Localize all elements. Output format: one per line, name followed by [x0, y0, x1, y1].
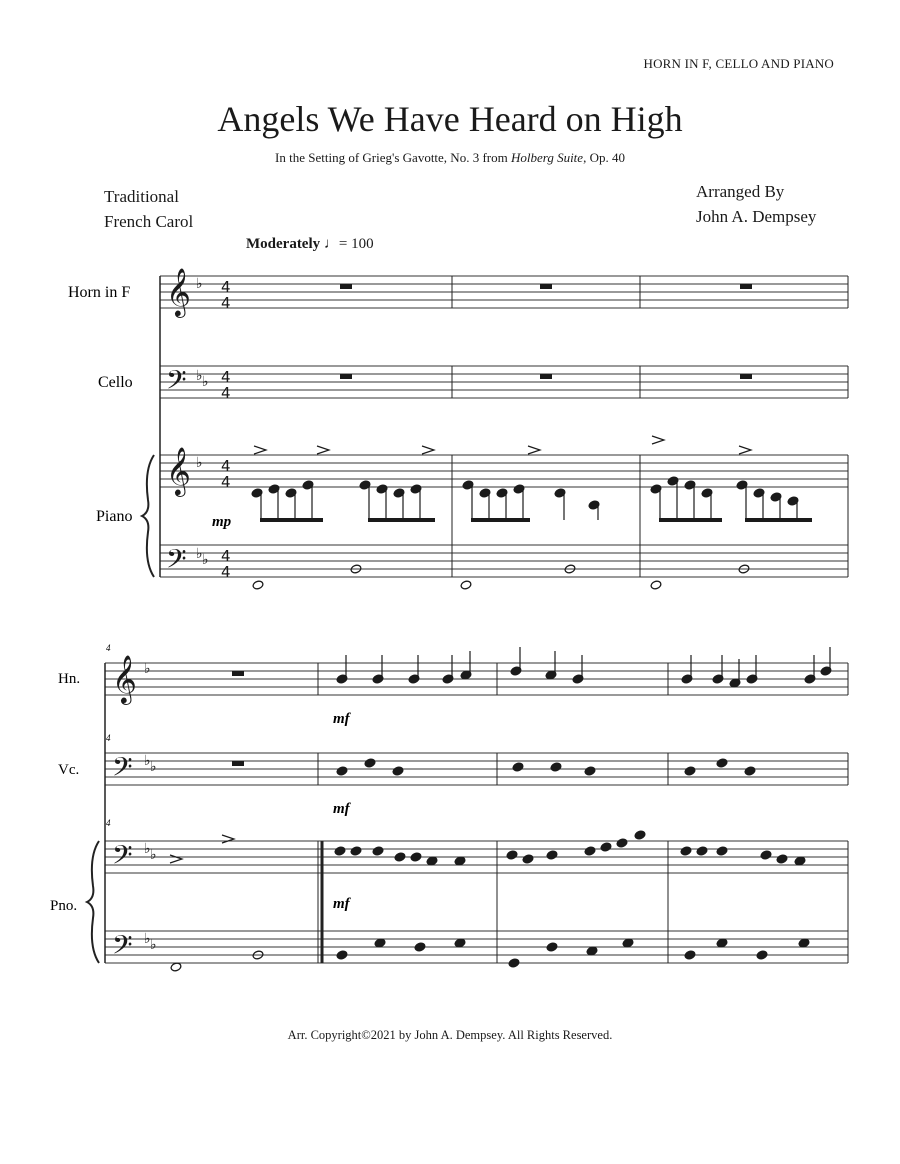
notehead: [756, 950, 768, 960]
staff-lines: [105, 276, 848, 963]
bass-clef-icon: 𝄢: [112, 929, 133, 967]
flat-icon: ♭: [144, 931, 151, 947]
flat-icon: ♭: [202, 552, 209, 568]
notehead: [684, 950, 696, 960]
notehead: [546, 942, 558, 952]
notehead: [414, 942, 426, 952]
notehead: [760, 850, 772, 860]
measure-number-cello: 4: [106, 733, 111, 743]
whole-rest-icon: [740, 374, 752, 379]
flat-icon: ♭: [150, 847, 157, 863]
tempo-word: Moderately: [246, 236, 321, 252]
flat-icon: ♭: [196, 276, 203, 292]
measure-number-horn: 4: [106, 643, 111, 653]
notehead: [336, 766, 348, 776]
composer-line-1: Traditional: [104, 187, 179, 206]
treble-clef-icon: 𝄞: [166, 446, 191, 495]
flat-icon: ♭: [196, 546, 203, 562]
notehead: [684, 766, 696, 776]
tempo-value: = 100: [338, 236, 374, 252]
notehead: [508, 958, 520, 968]
arranger-line-2: John A. Dempsey: [696, 207, 817, 226]
flat-icon: ♭: [150, 759, 157, 775]
flat-icon: ♭: [150, 937, 157, 953]
label-cello: Cello: [98, 374, 133, 391]
notehead: [364, 758, 376, 768]
piano-brace: [142, 455, 154, 577]
notehead: [584, 766, 596, 776]
time-signature-icon: 4: [221, 278, 231, 296]
barlines: [105, 276, 848, 963]
flat-icon: ♭: [196, 368, 203, 384]
note-beam: [260, 518, 323, 522]
notehead: [696, 846, 708, 856]
note-beam: [659, 518, 722, 522]
instrumentation-header: HORN IN F, CELLO AND PIANO: [643, 56, 834, 71]
notehead: [512, 762, 524, 772]
subtitle-suffix: , Op. 40: [583, 150, 625, 165]
notation-marks: [87, 267, 832, 972]
bass-clef-icon: 𝄢: [112, 751, 133, 789]
half-note: [252, 580, 264, 590]
flat-icon: ♭: [144, 753, 151, 769]
time-signature-icon: 4: [221, 368, 231, 386]
whole-rest-icon: [232, 671, 244, 676]
notehead: [506, 850, 518, 860]
notehead: [350, 846, 362, 856]
copyright-notice: Arr. Copyright©2021 by John A. Dempsey. All Rights Reserved.: [287, 1028, 613, 1042]
time-signature-icon: 4: [221, 547, 231, 565]
measure-number-piano: 4: [106, 818, 111, 828]
note-beam: [471, 518, 530, 522]
notehead: [336, 950, 348, 960]
notehead: [716, 846, 728, 856]
time-signature-icon: 4: [221, 473, 231, 491]
label-pno: Pno.: [50, 898, 78, 914]
pno-brace: [87, 841, 99, 963]
composer-line-2: French Carol: [104, 212, 194, 231]
accent-icon: [652, 436, 664, 444]
subtitle-work: Holberg Suite: [510, 150, 584, 165]
quarter-note-icon: ♩: [323, 236, 339, 252]
bass-clef-icon: 𝄢: [166, 364, 187, 402]
arranger-line-1: Arranged By: [696, 182, 785, 201]
whole-rest-icon: [340, 284, 352, 289]
accent-icon: [528, 446, 540, 454]
label-vc: Vc.: [58, 762, 80, 778]
notehead: [584, 846, 596, 856]
accent-icon: [222, 835, 234, 843]
notehead: [372, 846, 384, 856]
dynamic-mf-horn: mf: [333, 711, 350, 727]
notehead: [550, 762, 562, 772]
whole-rest-icon: [540, 374, 552, 379]
dynamic-mf-piano-lh: mf: [333, 896, 350, 912]
label-horn: Horn in F: [68, 284, 131, 301]
label-piano: Piano: [96, 508, 133, 525]
dynamic-mp: mp: [212, 514, 232, 530]
notehead: [392, 766, 404, 776]
notehead: [334, 846, 346, 856]
whole-rest-icon: [740, 284, 752, 289]
note-beam: [368, 518, 435, 522]
notehead: [410, 852, 422, 862]
flat-icon: ♭: [144, 841, 151, 857]
accent-icon: [317, 446, 329, 454]
whole-rest-icon: [340, 374, 352, 379]
score-title: Angels We Have Heard on High: [217, 99, 683, 139]
accent-icon: [739, 446, 751, 454]
accent-icon: [422, 446, 434, 454]
bass-clef-icon: 𝄢: [112, 839, 133, 877]
notehead: [522, 854, 534, 864]
notehead: [546, 850, 558, 860]
accent-icon: [170, 855, 182, 863]
notehead: [616, 838, 628, 848]
subtitle-prefix: In the Setting of Grieg's Gavotte, No. 3 from: [275, 150, 511, 165]
notehead: [716, 758, 728, 768]
bass-clef-icon: 𝄢: [166, 543, 187, 581]
notehead: [680, 846, 692, 856]
treble-clef-icon: 𝄞: [166, 267, 191, 316]
time-signature-icon: 4: [221, 563, 231, 581]
notehead: [776, 854, 788, 864]
flat-icon: ♭: [196, 455, 203, 471]
treble-clef-icon: 𝄞: [112, 654, 137, 703]
time-signature-icon: 4: [221, 384, 231, 402]
half-note: [650, 580, 662, 590]
flat-icon: ♭: [144, 661, 151, 677]
note-beam: [745, 518, 812, 522]
notehead: [394, 852, 406, 862]
label-hn: Hn.: [58, 671, 81, 687]
notehead: [744, 766, 756, 776]
notehead: [600, 842, 612, 852]
time-signature-icon: 4: [221, 294, 231, 312]
dynamic-mf-piano-rh: mf: [333, 801, 350, 817]
flat-icon: ♭: [202, 374, 209, 390]
time-signature-icon: 4: [221, 457, 231, 475]
half-note: [460, 580, 472, 590]
whole-rest-icon: [232, 761, 244, 766]
whole-rest-icon: [540, 284, 552, 289]
notehead: [634, 830, 646, 840]
accent-icon: [254, 446, 266, 454]
